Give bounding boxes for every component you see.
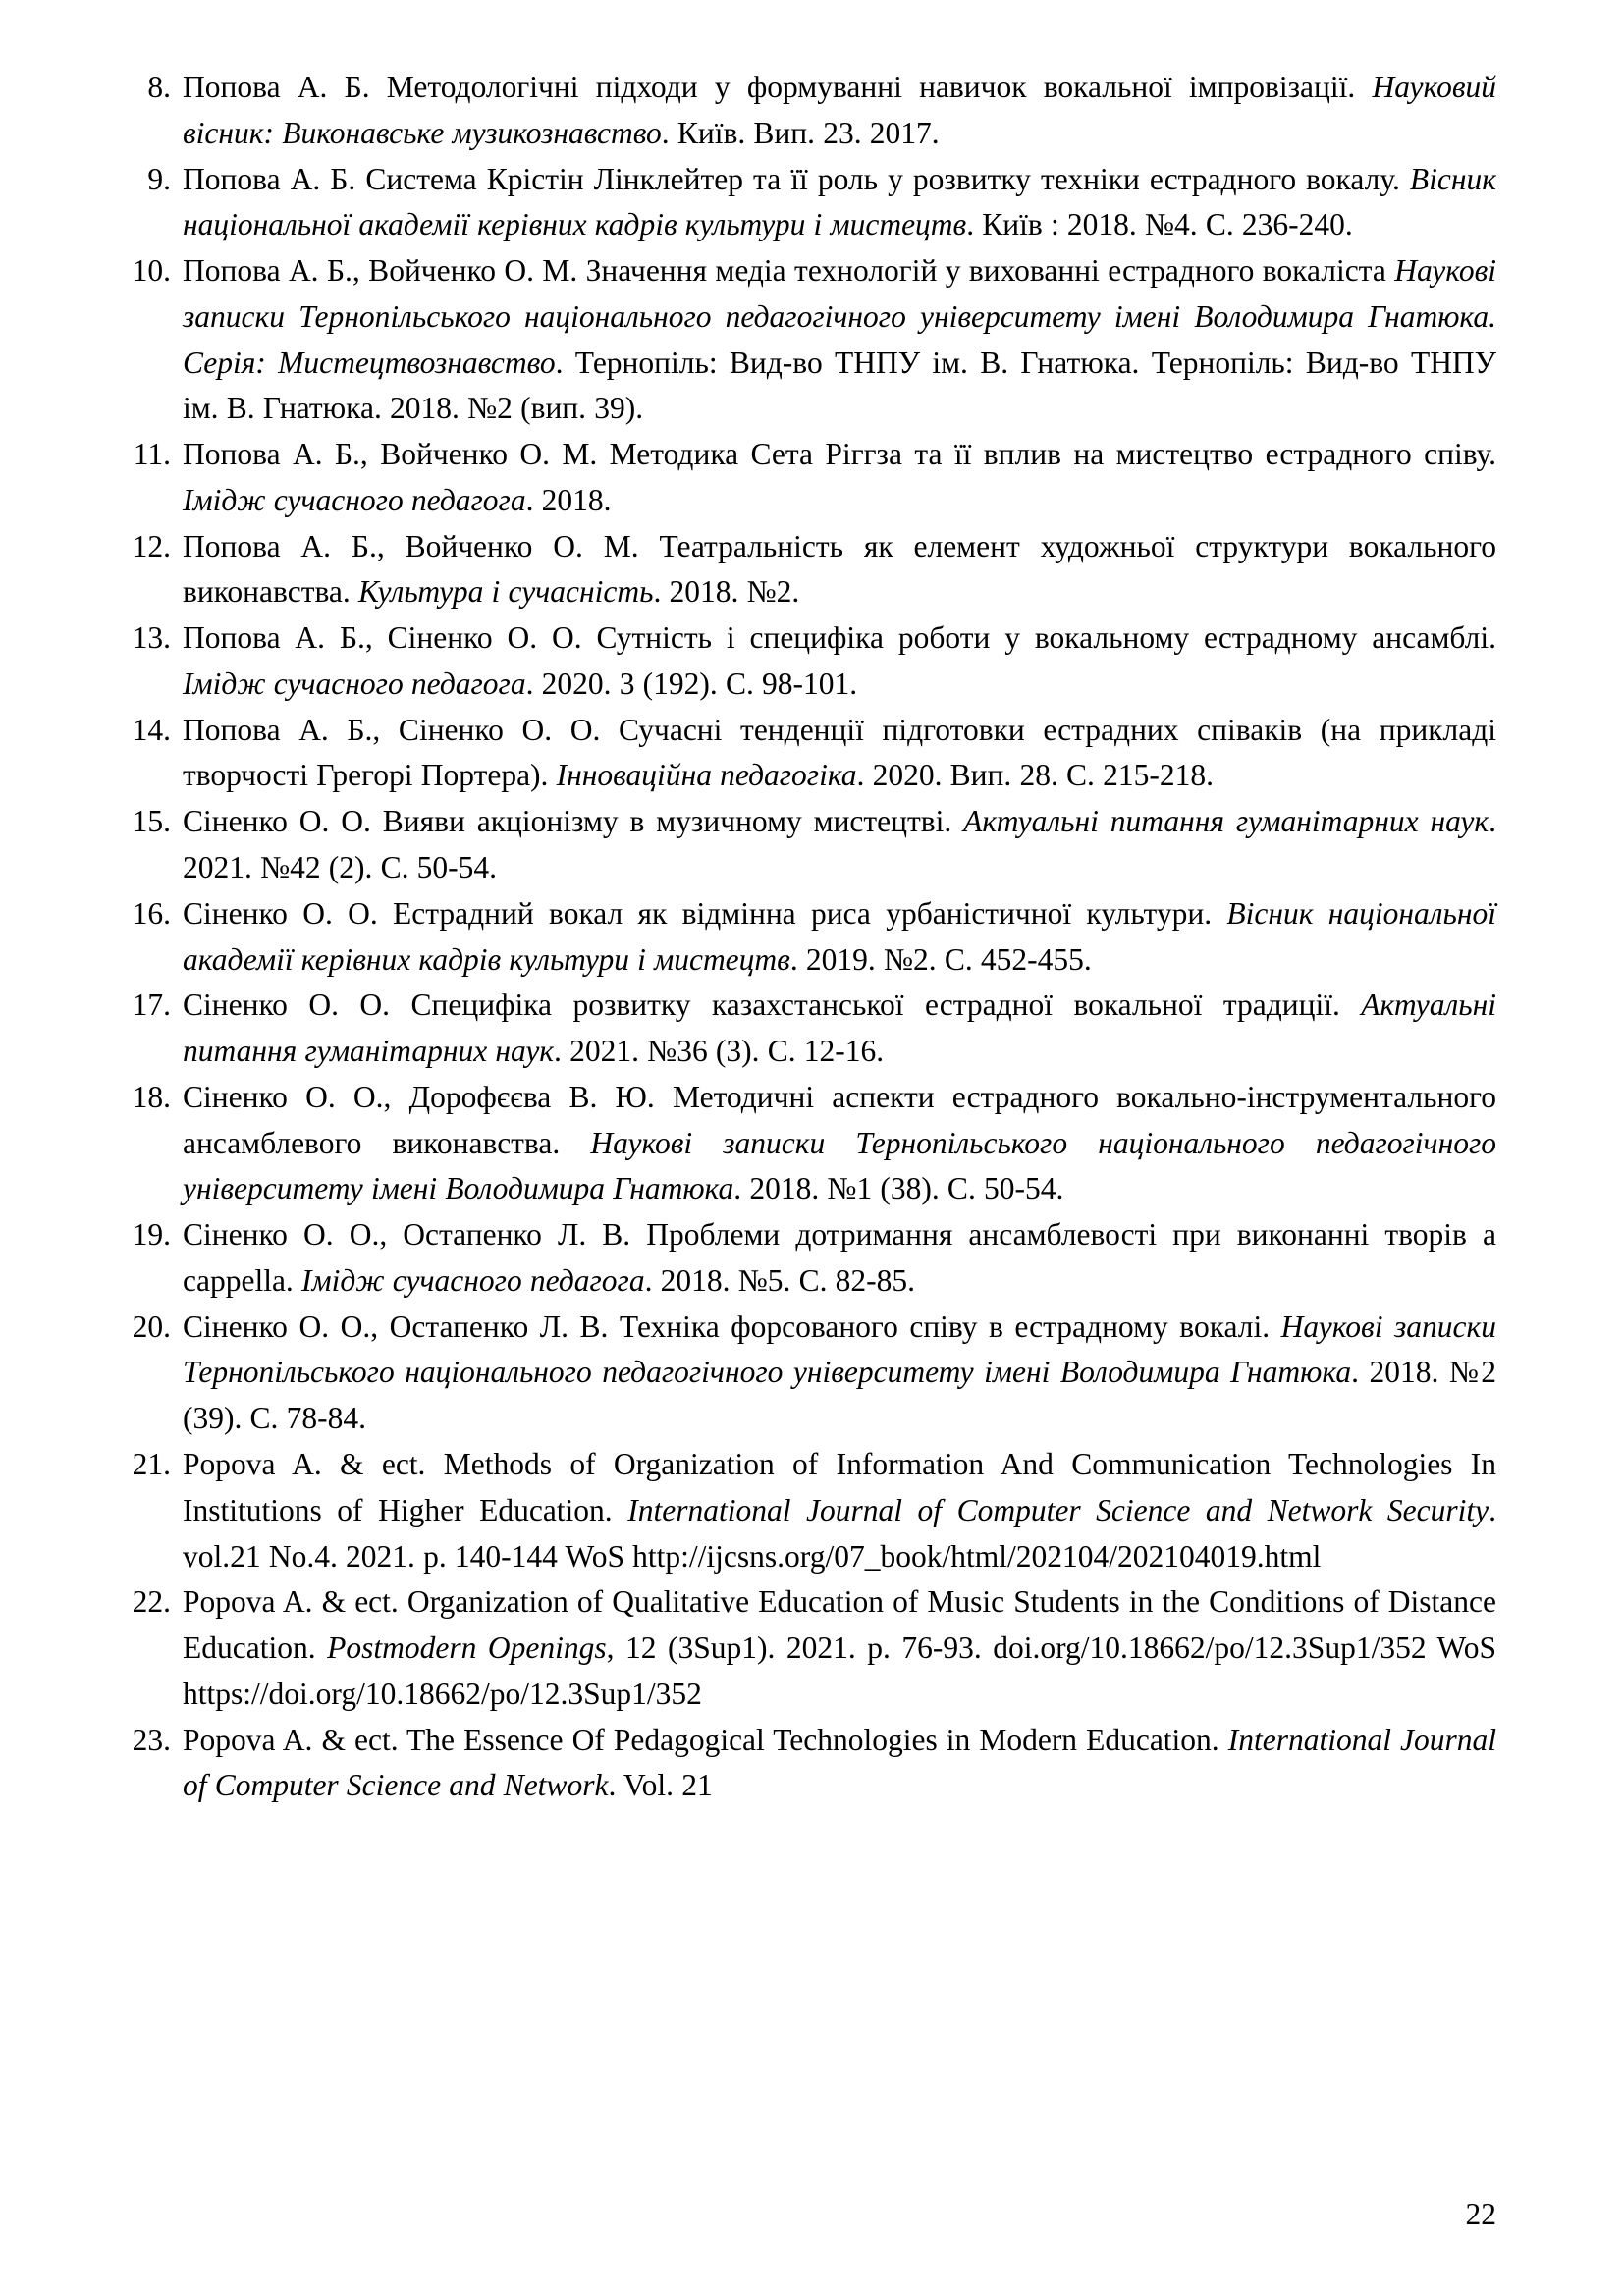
reference-source-title: Наукові записки Тернопільського національного педагогічного університету імені Володимира Гнатюка: [183, 1308, 1496, 1390]
reference-item: [128, 524, 1496, 616]
reference-number: 12.: [132, 528, 171, 563]
reference-text-segment: . 2018. №1 (38). С. 50-54.: [733, 1171, 1064, 1206]
reference-text-segment: Сіненко О. О., Дорофєєва В. Ю. Методичні аспекти естрадного вокально-інструментального ансамблевого виконавства.: [183, 1079, 1496, 1160]
reference-item: [128, 1075, 1496, 1212]
page-number: 22: [1465, 2196, 1496, 2231]
reference-text: [183, 65, 1496, 157]
reference-text: [183, 799, 1496, 891]
reference-source-title: Актуальні питання гуманітарних наук: [963, 804, 1489, 839]
reference-text-segment: . Тернопіль: Вид-во ТНПУ ім. В. Гнатюка. Тернопіль: Вид-во ТНПУ ім. В. Гнатюка. 2018. №2 (вип. 39).: [183, 345, 1496, 426]
reference-text: [183, 432, 1496, 524]
reference-number: 10.: [132, 253, 171, 289]
reference-text-segment: Сіненко О. О., Остапенко Л. В. Техніка форсованого співу в естрадному вокалі.: [183, 1308, 1281, 1344]
reference-number: 15.: [132, 804, 171, 839]
reference-text-segment: . 2020. Вип. 28. С. 215-218.: [856, 758, 1214, 793]
reference-source-title: Науковий вісник: Виконавське музикознавство: [183, 70, 1496, 150]
reference-source-title: Інноваційна педагогіка: [556, 758, 857, 793]
reference-text-segment: . 2018.: [525, 482, 612, 517]
reference-text-segment: . Vol. 21: [608, 1768, 713, 1803]
reference-text: [183, 157, 1496, 249]
reference-source-title: Імідж сучасного педагога: [183, 666, 526, 701]
reference-text-segment: Сіненко О. О. Естрадний вокал як відмінна риса урбаністичної культури.: [183, 895, 1227, 931]
reference-text-segment: . vol.21 No.4. 2021. p. 140-144 WoS http://ijcsns.org/07_book/html/202104/202104019.html: [183, 1492, 1496, 1574]
reference-text-segment: . 2021. №42 (2). С. 50-54.: [183, 804, 1496, 885]
reference-text: [183, 524, 1496, 616]
reference-text-segment: Сіненко О. О. Специфіка розвитку казахстанської естрадної вокальної традиції.: [183, 988, 1362, 1023]
reference-text-segment: Popova A. & ect. Organization of Qualitative Education of Music Students in the Conditions of Distance Education.: [183, 1584, 1496, 1666]
reference-text: [183, 1579, 1496, 1717]
reference-text: [183, 1718, 1496, 1810]
reference-number: 23.: [132, 1722, 171, 1757]
reference-number: 14.: [132, 712, 171, 747]
reference-list: [128, 65, 1496, 1809]
reference-text-segment: Попова А. Б., Сіненко О. О. Сутність і специфіка роботи у вокальному естрадному ансамблі.: [183, 620, 1496, 656]
reference-item: [128, 615, 1496, 708]
reference-item: [128, 1212, 1496, 1305]
reference-source-title: Імідж сучасного педагога: [301, 1262, 645, 1298]
reference-item: [128, 708, 1496, 800]
reference-text-segment: Popova A. & ect. Methods of Organization of Information And Communication Technologies In Institutions of Higher Education.: [183, 1446, 1496, 1527]
reference-text-segment: Попова А. Б., Войченко О. М. Театральність як елемент художньої структури вокального виконавства.: [183, 528, 1496, 610]
reference-text: [183, 708, 1496, 800]
reference-text-segment: . Київ : 2018. №4. С. 236-240.: [966, 207, 1353, 242]
reference-text-segment: Сіненко О. О., Остапенко Л. В. Проблеми дотримання ансамблевості при виконанні творів a cappella.: [183, 1217, 1496, 1298]
reference-item: [128, 432, 1496, 524]
reference-text-segment: Попова А. Б., Сіненко О. О. Сучасні тенденції підготовки естрадних співаків (на прикладі творчості Грегорі Портера).: [183, 712, 1496, 793]
reference-item: [128, 65, 1496, 157]
reference-text: [183, 1075, 1496, 1212]
reference-number: 16.: [132, 895, 171, 931]
reference-source-title: International Journal of Computer Science and Network Security: [627, 1492, 1489, 1527]
reference-item: [128, 157, 1496, 249]
reference-source-title: Вісник національної академії керівних кадрів культури і мистецтв: [183, 161, 1496, 242]
reference-item: [128, 1579, 1496, 1717]
reference-source-title: International Journal of Computer Science and Network: [183, 1722, 1497, 1803]
reference-source-title: Postmodern Openings: [327, 1630, 607, 1666]
reference-item: [128, 983, 1496, 1075]
reference-text: [183, 615, 1496, 708]
reference-text-segment: Popova A. & ect. The Essence Of Pedagogical Technologies in Modern Education.: [183, 1722, 1228, 1757]
reference-number: 13.: [132, 620, 171, 656]
reference-text-segment: Попова А. Б., Войченко О. М. Значення медіа технологій у вихованні естрадного вокаліста: [183, 253, 1395, 289]
reference-text-segment: . 2021. №36 (3). С. 12-16.: [554, 1034, 885, 1069]
reference-text-segment: . 2019. №2. С. 452-455.: [789, 941, 1092, 977]
reference-text-segment: . Київ. Вип. 23. 2017.: [661, 115, 940, 150]
reference-text-segment: . 2018. №2 (39). С. 78-84.: [183, 1355, 1496, 1436]
reference-number: 19.: [132, 1217, 171, 1253]
reference-number: 17.: [132, 988, 171, 1023]
reference-text-segment: Попова А. Б., Войченко О. М. Методика Сета Ріггза та її вплив на мистецтво естрадного співу.: [183, 437, 1496, 472]
reference-source-title: Наукові записки Тернопільського національного педагогічного університету імені Володимира Гнатюка. Серія: Мистецтвознавство: [183, 253, 1496, 380]
reference-source-title: Культура і сучасність: [357, 574, 654, 610]
reference-item: [128, 1442, 1496, 1579]
reference-text: [183, 1442, 1496, 1579]
reference-text: [183, 1305, 1496, 1442]
reference-source-title: Наукові записки Тернопільського національного педагогічного університету імені Володимира Гнатюка: [183, 1125, 1496, 1206]
reference-text: [183, 248, 1496, 432]
reference-item: [128, 799, 1496, 891]
reference-source-title: Імідж сучасного педагога: [183, 482, 526, 517]
reference-item: [128, 891, 1496, 984]
reference-number: 21.: [132, 1446, 171, 1481]
reference-text-segment: , 12 (3Sup1). 2021. p. 76-93. doi.org/10.18662/po/12.3Sup1/352 WoS https://doi.org/10.18662/po/12.3Sup1/352: [183, 1630, 1496, 1711]
reference-number: 8.: [147, 70, 171, 104]
reference-text-segment: Попова А. Б. Методологічні підходи у формуванні навичок вокальної імпровізації.: [183, 70, 1373, 104]
reference-text-segment: Сіненко О. О. Вияви акціонізму в музичному мистецтві.: [183, 804, 964, 839]
reference-number: 22.: [132, 1584, 171, 1620]
reference-text-segment: Попова А. Б. Система Крістін Лінклейтер та її роль у розвитку техніки естрадного вокалу.: [183, 161, 1410, 196]
reference-text-segment: . 2018. №5. С. 82-85.: [644, 1262, 916, 1298]
reference-item: [128, 1305, 1496, 1442]
reference-text: [183, 891, 1496, 984]
reference-source-title: Актуальні питання гуманітарних наук: [183, 988, 1496, 1069]
reference-text-segment: . 2020. 3 (192). С. 98-101.: [525, 666, 858, 701]
reference-number: 9.: [147, 161, 171, 196]
reference-text: [183, 1212, 1496, 1305]
reference-number: 18.: [132, 1079, 171, 1114]
reference-number: 11.: [133, 437, 171, 472]
reference-source-title: Вісник національної академії керівних кадрів культури і мистецтв: [183, 895, 1497, 977]
reference-text-segment: . 2018. №2.: [653, 574, 800, 610]
reference-item: [128, 248, 1496, 432]
reference-number: 20.: [132, 1308, 171, 1344]
reference-text: [183, 983, 1496, 1075]
reference-item: [128, 1718, 1496, 1810]
